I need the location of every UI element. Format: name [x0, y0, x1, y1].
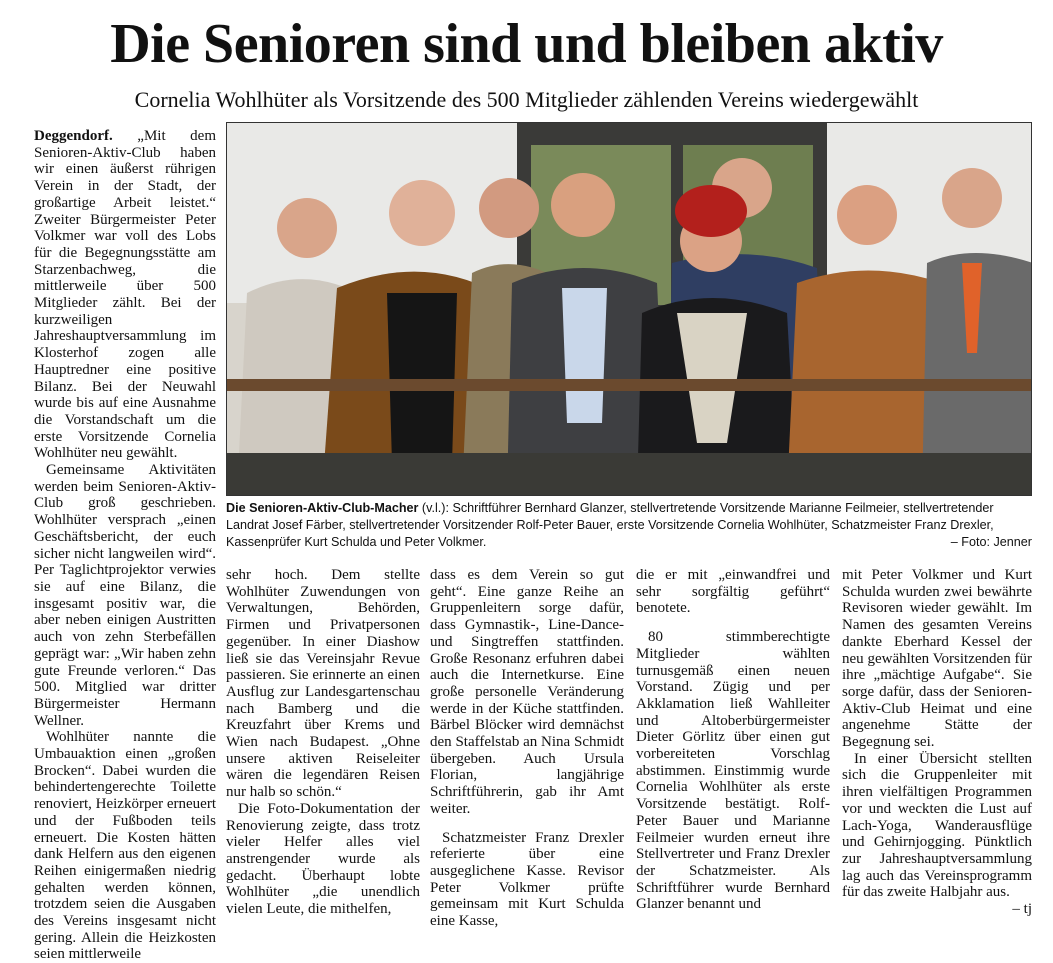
dateline: Deggendorf.	[34, 128, 113, 144]
subheadline: Cornelia Wohlhüter als Vorsitzende des 500 Mitglieder zählenden Vereins wiedergewählt	[134, 87, 919, 112]
column-4	[636, 567, 830, 913]
paragraph: sehr hoch. Dem stellte Wohlhüter Zuwendungen von Verwaltungen, Behörden, Firmen und Privatpersonen gegenüber. In einer Diashow ließ sie das Vereinsjahr Revue passieren. Sie erinnerte an einen Ausflug zur Landesgartenschau nach Bamberg und die Kreuzfahrt über Krems und Wien nach Budapest. „Ohne unsere aktiven Reiseleiter wären die legendären Reisen nur halb so schön.“	[226, 567, 420, 801]
caption-lead: Die Senioren-Aktiv-Club-Macher	[226, 501, 419, 515]
paragraph: In einer Übersicht stellten sich die Gruppenleiter mit ihren vielfältigen Programmen vor und weckten die Lust auf Lach-Yoga, Wanderausflüge und Gehirnjogging. Pünktlich zur Jahreshauptversammlung lag auch das Vereinsprogramm für das zweite Halbjahr aus. – tj	[842, 750, 1032, 918]
paragraph: 80 stimmberechtigte Mitglieder wählten turnusgemäß einen neuen Vorstand. Zügig und per Akklamation ließ Wahlleiter und Altoberbürgermeister Dieter Görlitz über einen gut vorbereiteten Vorschlag abstimmen. Einstimmig wurde Cornelia Wohlhüter als erste Vorsitzende bestätigt. Rolf-Peter Bauer und Marianne Feilmeier wurden erneut ihre Stellvertreter und Franz Drexler der Schatzmeister. Als Schriftführer wurde Bernhard Glanzer benannt und	[636, 629, 830, 913]
paragraph: dass es dem Verein so gut geht“. Eine ganze Reihe an Gruppenleitern sorge dafür, dass Gymnastik-, Line-Dance- und Singtreffen stattfinden. Große Resonanz erfuhren dabei auch die Internetkurse. Eine große personelle Veränderung werde in der Küche stattfinden. Bärbel Blöcker wird demnächst den Staffelstab an Nina Schmidt übergeben. Auch Ursula Florian, langjährige Schriftführerin, gab ihr Amt weiter.	[430, 567, 624, 817]
column-1	[34, 128, 216, 963]
photo-credit: – Foto: Jenner	[950, 535, 1032, 549]
paragraph: „Mit dem Senioren-Aktiv-Club haben wir einen äußerst rührigen Verein in der Stadt, der großartige Arbeit leistet.“ Zweiter Bürgermeister Peter Volkmer war voll des Lobs für die Begegnungsstätte am Starzenbachweg, die mittlerweile über 500 Mitglieder zählt. Bei der kurzweiligen Jahreshauptversammlung im Klosterhof zogen alle Hauptredner eine positive Bilanz. Bei der Neuwahl wurde bis auf eine Ausnahme die Vorstandschaft um die erste Vorsitzende Cornelia Wohlhüter neu gewählt.	[34, 128, 216, 462]
headline: Die Senioren sind und bleiben aktiv	[110, 13, 943, 75]
photo-caption	[226, 500, 1032, 551]
column-5	[842, 567, 1032, 918]
paragraph: Die Foto-Dokumentation der Renovierung zeigte, dass trotz vieler Helfer alles viel anstrengender wurde als gedacht. Überhaupt lobte Wohlhüter „die unendlich vielen Leute, die mithelfen,	[226, 800, 420, 918]
paragraph: Wohlhüter nannte die Umbauaktion einen „großen Brocken“. Dabei wurden die behindertengerechte Toilette renoviert, Heizkörper erneuert und der Fußboden teils erneuert. Die Kosten hätten dank Helfern aus den eigenen Reihen einigermaßen niedrig gehalten werden können, trotzdem seien die Ausgaben des Vereins insgesamt nicht gering. Allein die Heizkosten seien mittlerweile	[34, 729, 216, 963]
author-signature: – tj	[1012, 901, 1032, 918]
column-2	[226, 567, 420, 918]
paragraph: die er mit „einwandfrei und sehr sorgfältig geführt“ benotete.	[636, 567, 830, 617]
caption-text: (v.l.): Schriftführer Bernhard Glanzer, stellvertretende Vorsitzende Marianne Feilmeier, stellvertretender Landrat Josef Färber, stellvertretender Vorsitzender Rolf-Peter Bauer, erste Vorsitzende Cornelia Wohlhüter, Schatzmeister Franz Drexler, Kassenprüfer Kurt Schulda und Peter Volkmer.	[226, 501, 994, 549]
paragraph: mit Peter Volkmer und Kurt Schulda wurden zwei bewährte Revisoren wieder gewählt. Im Namen des gesamten Vereins dankte Eberhard Kessel der neu gewählten Vorsitzenden für ihre „mächtige Aufgabe“. Sie sorge dafür, dass der Senioren-Aktiv-Club Heimat und eine angenehme Stätte der Begegnung sei.	[842, 567, 1032, 751]
paragraph: Schatzmeister Franz Drexler referierte über eine ausgeglichene Kasse. Revisor Peter Volkmer prüfte gemeinsam mit Kurt Schulda eine Kasse,	[430, 829, 624, 930]
paragraph: Gemeinsame Aktivitäten werden beim Senioren-Aktiv-Club groß geschrieben. Wohlhüter versprach „einen Geschäftsbericht, der euch sicher nicht langweilen wird“. Per Taglichtprojektor verwies sie auf eine Bilanz, die insgesamt positiv war, die aber neben einigen Austritten auch von zehn Sterbefällen geprägt war: „Wir haben zehn gute Freunde verloren.“ Das 500. Mitglied war dritter Bürgermeister Hermann Wellner.	[34, 462, 216, 729]
group-photo	[226, 122, 1032, 496]
column-3	[430, 567, 624, 930]
